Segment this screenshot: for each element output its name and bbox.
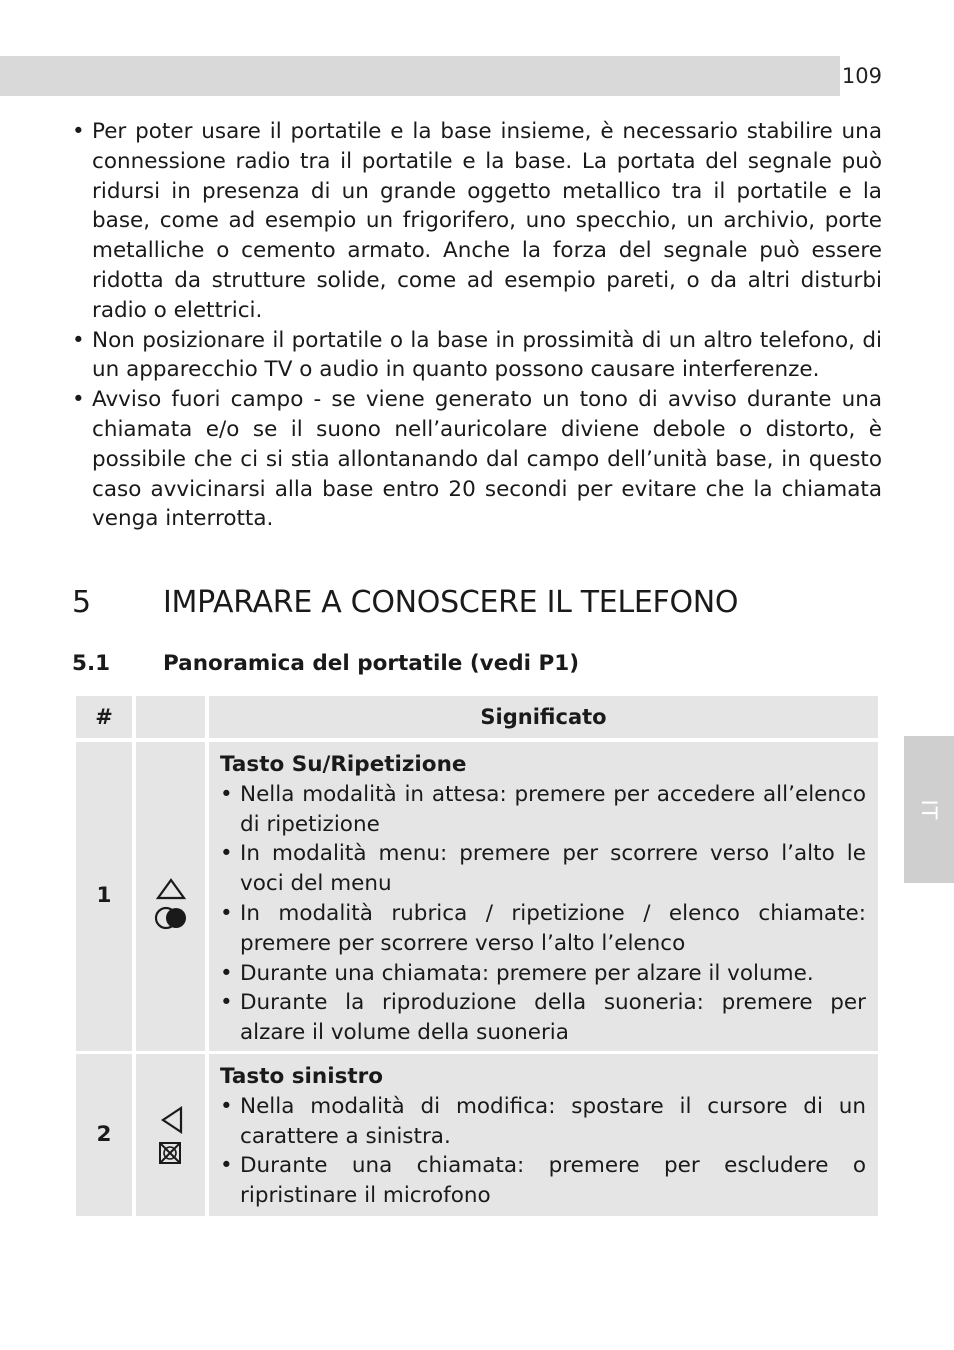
bullet-symbol: • [220,990,233,1016]
header-num-cell [76,696,132,738]
section-number: 5 [72,585,91,620]
row-bullet [220,959,866,989]
row-num-cell [76,1054,132,1216]
handset-overview-table [74,696,880,1216]
intro-bullet [72,117,882,326]
bullet-symbol: • [220,781,233,807]
row-icon-cell [136,1054,205,1216]
row-desc-cell [209,742,878,1051]
bullet-symbol: • [220,960,233,986]
row-bullet-text: Nella modalità di modifica: spostare il cursore di un carattere a sinistra. [240,1093,866,1149]
intro-bullet-text: Non posizionare il portatile o la base in prossimità di un altro telefono, di un apparecchio TV o audio in quanto possono causare interferenze. [92,327,882,383]
header-desc-cell [209,696,878,738]
intro-bullet-text: Avviso fuori campo - se viene generato un tono di avviso durante una chiamata e/o se il suono nell’auricolare diviene debole o distorto, è possibile che ci si stia allontanando dal campo dell’unità base, in questo caso avvicinarsi alla base entro 20 secondi per evitare che la chiamata venga interrotta. [92,387,882,532]
left-triangle-icon [151,1104,191,1168]
bullet-symbol: • [220,1153,233,1179]
bullet-symbol: • [220,1093,233,1119]
bullet-symbol: • [72,387,85,413]
header-desc-label: Significato [480,705,607,729]
mute-box-icon [160,1143,180,1163]
section-title: IMPARARE A CONOSCERE IL TELEFONO [163,585,739,620]
row-bullet-text: In modalità menu: premere per scorrere verso l’alto le voci del menu [240,841,866,897]
table-row [74,1054,880,1216]
row-bullet-text: Durante la riproduzione della suoneria: premere per alzare il volume della suoneria [240,990,866,1046]
intro-bullet-list [72,117,882,534]
subsection-title: Panoramica del portatile (vedi P1) [163,651,580,676]
bullet-symbol: • [72,327,85,353]
page-number: 109 [841,64,882,88]
header-bar [0,56,840,96]
up-triangle-icon [151,876,191,932]
row-title: Tasto sinistro [220,1064,384,1089]
row-title: Tasto Su/Ripetizione [220,752,467,777]
language-tab [904,736,954,883]
row-desc-cell [209,1054,878,1216]
row-bullet [220,899,866,959]
row-bullet [220,1092,866,1152]
subsection-number: 5.1 [72,651,111,676]
header-icon-cell [136,696,205,738]
intro-bullet-text: Per poter usare il portatile e la base insieme, è necessario stabilire una connessione radio tra il portatile e la base. La portata del segnale può ridursi in presenza di un grande oggetto metallico tra il portatile e la base, come ad esempio un frigorifero, uno specchio, un archivio, porte metalliche o cemento armato. Anche la forza del segnale può essere ridotta da strutture solide, come ad esempio pareti, o da altri disturbi radio o elettrici. [92,119,882,323]
row-number: 1 [96,883,112,908]
row-num-cell [76,742,132,1051]
row-bullet-text: Durante una chiamata: premere per alzare il volume. [240,960,814,986]
bullet-symbol: • [220,900,233,926]
bullet-symbol: • [72,119,85,144]
language-tab-label: IT [917,798,941,821]
row-bullet [220,1151,866,1211]
intro-bullet [72,326,882,386]
row-bullet [220,988,866,1048]
table-header-row [74,696,880,742]
table-row [74,742,880,1054]
row-bullet-text: In modalità rubrica / ripetizione / elenco chiamate: premere per scorrere verso l’alto l’elenco [240,900,866,956]
row-icon-cell [136,742,205,1051]
intro-bullet [72,385,882,534]
row-number: 2 [96,1122,112,1147]
row-bullet-text: Durante una chiamata: premere per escludere o ripristinare il microfono [240,1153,866,1209]
bullet-symbol: • [220,841,233,867]
row-bullet [220,839,866,899]
header-num-label: # [95,705,113,729]
row-bullet-text: Nella modalità in attesa: premere per accedere all’elenco di ripetizione [240,781,866,837]
volume-up-circle-icon [156,908,186,928]
row-bullet [220,780,866,840]
